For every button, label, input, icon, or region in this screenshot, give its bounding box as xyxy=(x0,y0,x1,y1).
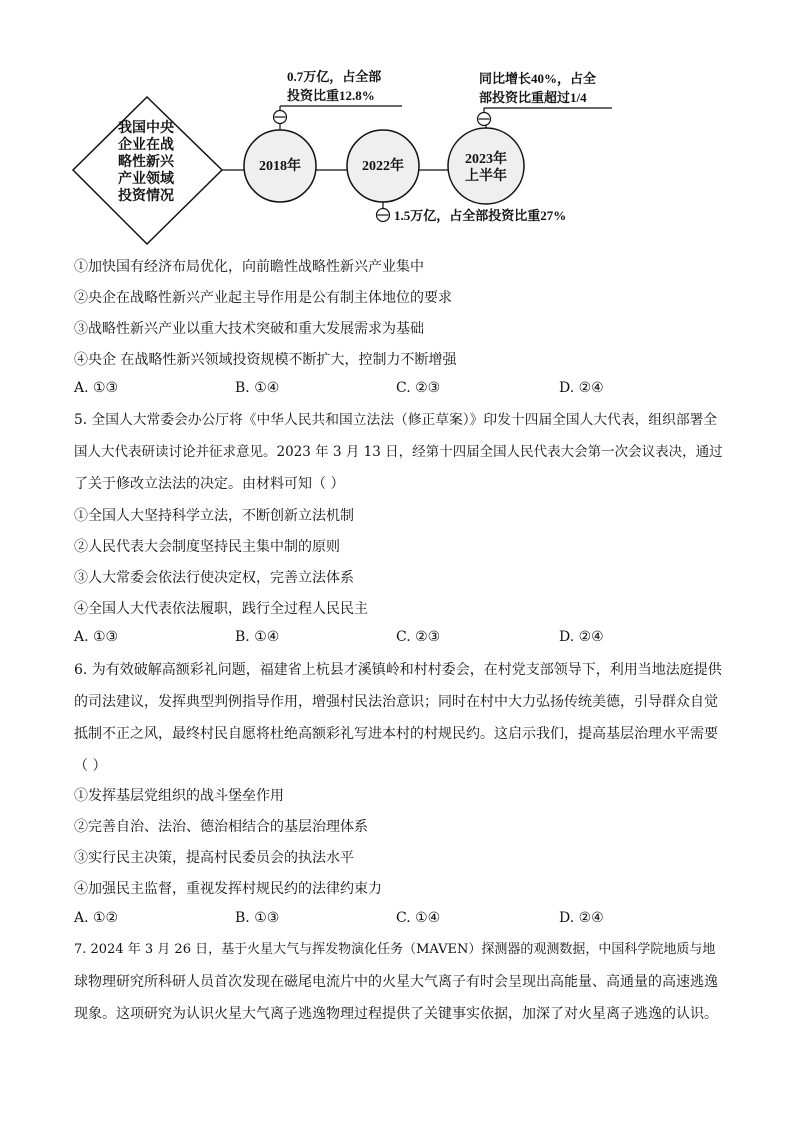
option-b: B. ①③ xyxy=(235,910,280,926)
center-label-line: 投资情况 xyxy=(118,189,174,204)
node-label-2023 xyxy=(448,151,524,185)
node-label-2022 xyxy=(347,158,419,175)
annotation-line: 同比增长40%，占全 xyxy=(479,71,597,86)
annotation-2022 xyxy=(394,206,566,225)
option-d: D. ②④ xyxy=(559,629,604,645)
option-c: C. ①④ xyxy=(396,910,441,926)
q7-stem-line: 7. 2024 年 3 月 26 日，基于火星大气与挥发物演化任务（MAVEN）探测器的观测数据，中国科学院地质与地 xyxy=(74,942,716,957)
node-label-line: 2023年 xyxy=(465,152,507,167)
node-label-line: 上半年 xyxy=(465,169,507,184)
node-label-line: 2018年 xyxy=(259,159,301,174)
q6-stem xyxy=(74,654,724,782)
option-a: A. ①② xyxy=(74,910,119,926)
q4-item-2: ②央企在战略性新兴产业起主导作用是公有制主体地位的要求 xyxy=(74,290,452,306)
q6-stem-line: 的司法建议，发挥典型判例指导作用，增强村民法治意识；同时在村中大力弘扬传统美德，引导群众自觉 xyxy=(74,694,718,710)
q6-stem-line: 抵制不正之风，最终村民自愿将杜绝高额彩礼写进本村的村规民约。这启示我们，提高基层治理水平需要 xyxy=(74,726,718,742)
q6-item-1: ①发挥基层党组织的战斗堡垒作用 xyxy=(74,788,284,804)
center-label-line: 企业在战 xyxy=(118,138,174,153)
q7-stem-line: 球物理研究所科研人员首次发现在磁尾电流片中的火星大气离子有时会呈现出高能量、高通量的高速逃逸 xyxy=(74,974,718,990)
q6-stem-line: （ ） xyxy=(74,758,107,774)
center-label-line: 略性新兴 xyxy=(118,155,174,170)
q5-item-3: ③人大常委会依法行使决定权，完善立法体系 xyxy=(74,570,354,586)
option-a: A. ①③ xyxy=(74,629,119,645)
annotation-line: 投资比重12.8% xyxy=(287,88,375,103)
q6-options xyxy=(74,910,734,930)
q4-item-4: ④央企 在战略性新兴领域投资规模不断扩大，控制力不断增强 xyxy=(74,352,457,368)
q5-item-2: ②人民代表大会制度坚持民主集中制的原则 xyxy=(74,539,340,555)
center-label-line: 产业领域 xyxy=(118,172,174,187)
center-label xyxy=(100,120,192,205)
option-b: B. ①④ xyxy=(235,380,280,396)
option-d: D. ②④ xyxy=(559,910,604,926)
option-d: D. ②④ xyxy=(559,380,604,396)
q5-stem xyxy=(74,404,724,500)
node-label-line: 2022年 xyxy=(362,159,404,174)
option-c: C. ②③ xyxy=(396,629,441,645)
annotation-line: 0.7万亿，占全部 xyxy=(287,69,382,84)
center-label-line: 我国中央 xyxy=(118,121,174,136)
q7-stem-line: 现象。这项研究为认识火星大气离子逃逸物理过程提供了关键事实依据，加深了对火星离子逃逸的认识。 xyxy=(74,1006,718,1022)
option-b: B. ①④ xyxy=(235,629,280,645)
q4-item-1: ①加快国有经济布局优化，向前瞻性战略性新兴产业集中 xyxy=(74,259,424,275)
option-c: C. ②③ xyxy=(396,380,441,396)
q7-stem xyxy=(74,934,724,1030)
q4-options xyxy=(74,380,734,400)
q5-item-1: ①全国人大坚持科学立法，不断创新立法机制 xyxy=(74,508,354,524)
q5-stem-line: 了关于修改立法法的决定。由材料可知（ ） xyxy=(74,476,345,492)
q6-item-4: ④加强民主监督，重视发挥村规民约的法律约束力 xyxy=(74,881,382,897)
q6-stem-line: 6. 为有效破解高额彩礼问题，福建省上杭县才溪镇岭和村村委会，在村党支部领导下，利用当地法庭提供 xyxy=(74,662,722,678)
option-a: A. ①③ xyxy=(74,380,119,396)
annotation-line: 1.5万亿，占全部投资比重27% xyxy=(394,208,567,223)
q5-stem-line: 国人大代表研读讨论并征求意见。2023 年 3 月 13 日，经第十四届全国人民代表大会第一次会议表决，通过 xyxy=(74,444,723,460)
annotation-2023 xyxy=(479,69,596,107)
q6-item-2: ②完善自治、法治、德治相结合的基层治理体系 xyxy=(74,819,368,835)
q5-options xyxy=(74,629,734,649)
q5-item-4: ④全国人大代表依法履职，践行全过程人民民主 xyxy=(74,601,368,617)
q5-stem-line: 5. 全国人大常委会办公厅将《中华人民共和国立法法（修正草案）》印发十四届全国人大代表，组织部署全 xyxy=(74,412,718,428)
annotation-2018 xyxy=(287,67,381,105)
investment-diagram xyxy=(0,0,794,250)
q4-item-3: ③战略性新兴产业以重大技术突破和重大发展需求为基础 xyxy=(74,321,424,337)
q6-item-3: ③实行民主决策，提高村民委员会的执法水平 xyxy=(74,850,354,866)
annotation-line: 部投资比重超过1/4 xyxy=(479,90,587,105)
node-label-2018 xyxy=(244,158,316,175)
